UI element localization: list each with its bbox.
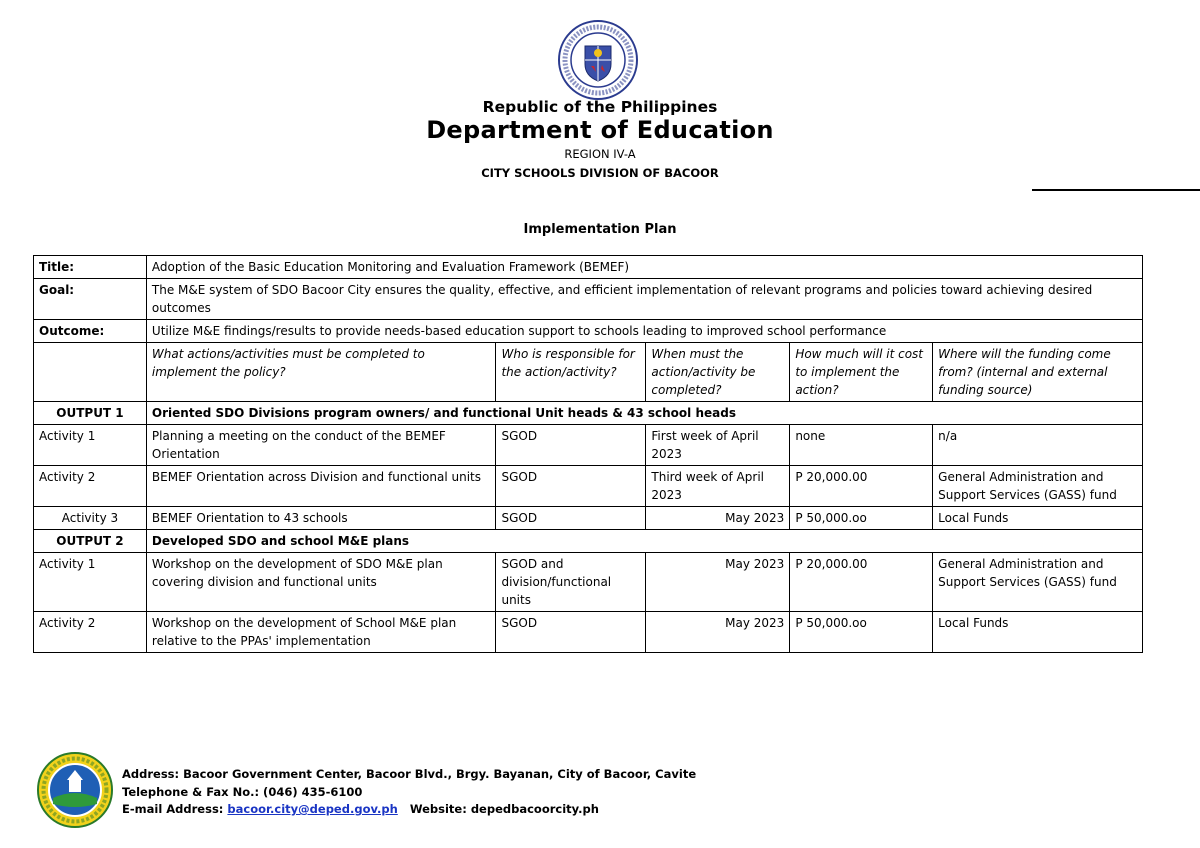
activity-responsible: SGOD: [496, 612, 646, 653]
deped-seal-icon: [558, 20, 638, 100]
footer-website: Website: depedbacoorcity.ph: [409, 802, 599, 816]
activity-cost: P 50,000.oo: [790, 612, 933, 653]
activity-funding: Local Funds: [933, 507, 1143, 530]
activity-action: Workshop on the development of SDO M&E plan covering division and functional units: [146, 553, 496, 612]
goal-value: The M&E system of SDO Bacoor City ensures the quality, effective, and efficient implementation of relevant programs and policies toward achieving desired outcomes: [146, 279, 1142, 320]
activity-action: Planning a meeting on the conduct of the BEMEF Orientation: [146, 425, 496, 466]
title-value: Adoption of the Basic Education Monitoring and Evaluation Framework (BEMEF): [146, 256, 1142, 279]
footer-email-label: E-mail Address:: [122, 802, 224, 816]
activity-when: May 2023: [646, 507, 790, 530]
goal-row: [34, 279, 1143, 320]
title-row: [34, 256, 1143, 279]
activity-responsible: SGOD: [496, 466, 646, 507]
activity-row: [34, 507, 1143, 530]
activity-when: First week of April 2023: [646, 425, 790, 466]
footer-contact: [122, 766, 696, 819]
activity-row: [34, 612, 1143, 653]
output-row: [34, 530, 1143, 553]
activity-funding: Local Funds: [933, 612, 1143, 653]
activity-responsible: SGOD and division/functional units: [496, 553, 646, 612]
question-header-row: [34, 343, 1143, 402]
output-label: OUTPUT 2: [34, 530, 147, 553]
header-division: CITY SCHOOLS DIVISION OF BACOOR: [481, 166, 719, 180]
header-republic: Republic of the Philippines: [482, 98, 718, 116]
outcome-value: Utilize M&E findings/results to provide needs-based education support to schools leading to improved school performance: [146, 320, 1142, 343]
empty-header-cell: [34, 343, 147, 402]
output-row: [34, 402, 1143, 425]
activity-label: Activity 2: [34, 466, 147, 507]
activity-when: Third week of April 2023: [646, 466, 790, 507]
header-rule: [1032, 189, 1200, 191]
sdo-bacoor-logo-icon: [37, 752, 113, 828]
question-actions: What actions/activities must be completed to implement the policy?: [146, 343, 496, 402]
activity-when: May 2023: [646, 553, 790, 612]
question-cost: How much will it cost to implement the action?: [790, 343, 933, 402]
footer-telephone: Telephone & Fax No.: (046) 435-6100: [122, 784, 363, 799]
activity-cost: none: [790, 425, 933, 466]
activity-row: [34, 466, 1143, 507]
activity-cost: P 50,000.oo: [790, 507, 933, 530]
title-label: Title:: [34, 256, 147, 279]
activity-action: Workshop on the development of School M&E plan relative to the PPAs' implementation: [146, 612, 496, 653]
activity-label: Activity 2: [34, 612, 147, 653]
activity-cost: P 20,000.00: [790, 466, 933, 507]
activity-funding: n/a: [933, 425, 1143, 466]
activity-responsible: SGOD: [496, 507, 646, 530]
question-when: When must the action/activity be completed?: [646, 343, 790, 402]
output-text: Oriented SDO Divisions program owners/ and functional Unit heads & 43 school heads: [146, 402, 1142, 425]
activity-label: Activity 1: [34, 425, 147, 466]
header-department: Department of Education: [426, 116, 774, 144]
footer-address: Address: Bacoor Government Center, Bacoor Blvd., Brgy. Bayanan, City of Bacoor, Cavite: [122, 767, 697, 781]
output-text: Developed SDO and school M&E plans: [146, 530, 1142, 553]
activity-label: Activity 1: [34, 553, 147, 612]
activity-funding: General Administration and Support Services (GASS) fund: [933, 466, 1143, 507]
implementation-plan-table: [33, 255, 1143, 653]
goal-label: Goal:: [34, 279, 147, 320]
question-funding: Where will the funding come from? (internal and external funding source): [933, 343, 1143, 402]
header-region: REGION IV-A: [564, 147, 636, 161]
activity-row: [34, 553, 1143, 612]
outcome-row: [34, 320, 1143, 343]
activity-action: BEMEF Orientation across Division and functional units: [146, 466, 496, 507]
activity-responsible: SGOD: [496, 425, 646, 466]
activity-cost: P 20,000.00: [790, 553, 933, 612]
activity-action: BEMEF Orientation to 43 schools: [146, 507, 496, 530]
outcome-label: Outcome:: [34, 320, 147, 343]
footer-email-link[interactable]: bacoor.city@deped.gov.ph: [227, 802, 398, 816]
output-label: OUTPUT 1: [34, 402, 147, 425]
activity-funding: General Administration and Support Services (GASS) fund: [933, 553, 1143, 612]
footer-email-line: [122, 801, 696, 819]
question-responsible: Who is responsible for the action/activity?: [496, 343, 646, 402]
activity-row: [34, 425, 1143, 466]
document-title: Implementation Plan: [523, 222, 677, 237]
activity-label: Activity 3: [34, 507, 147, 530]
activity-when: May 2023: [646, 612, 790, 653]
